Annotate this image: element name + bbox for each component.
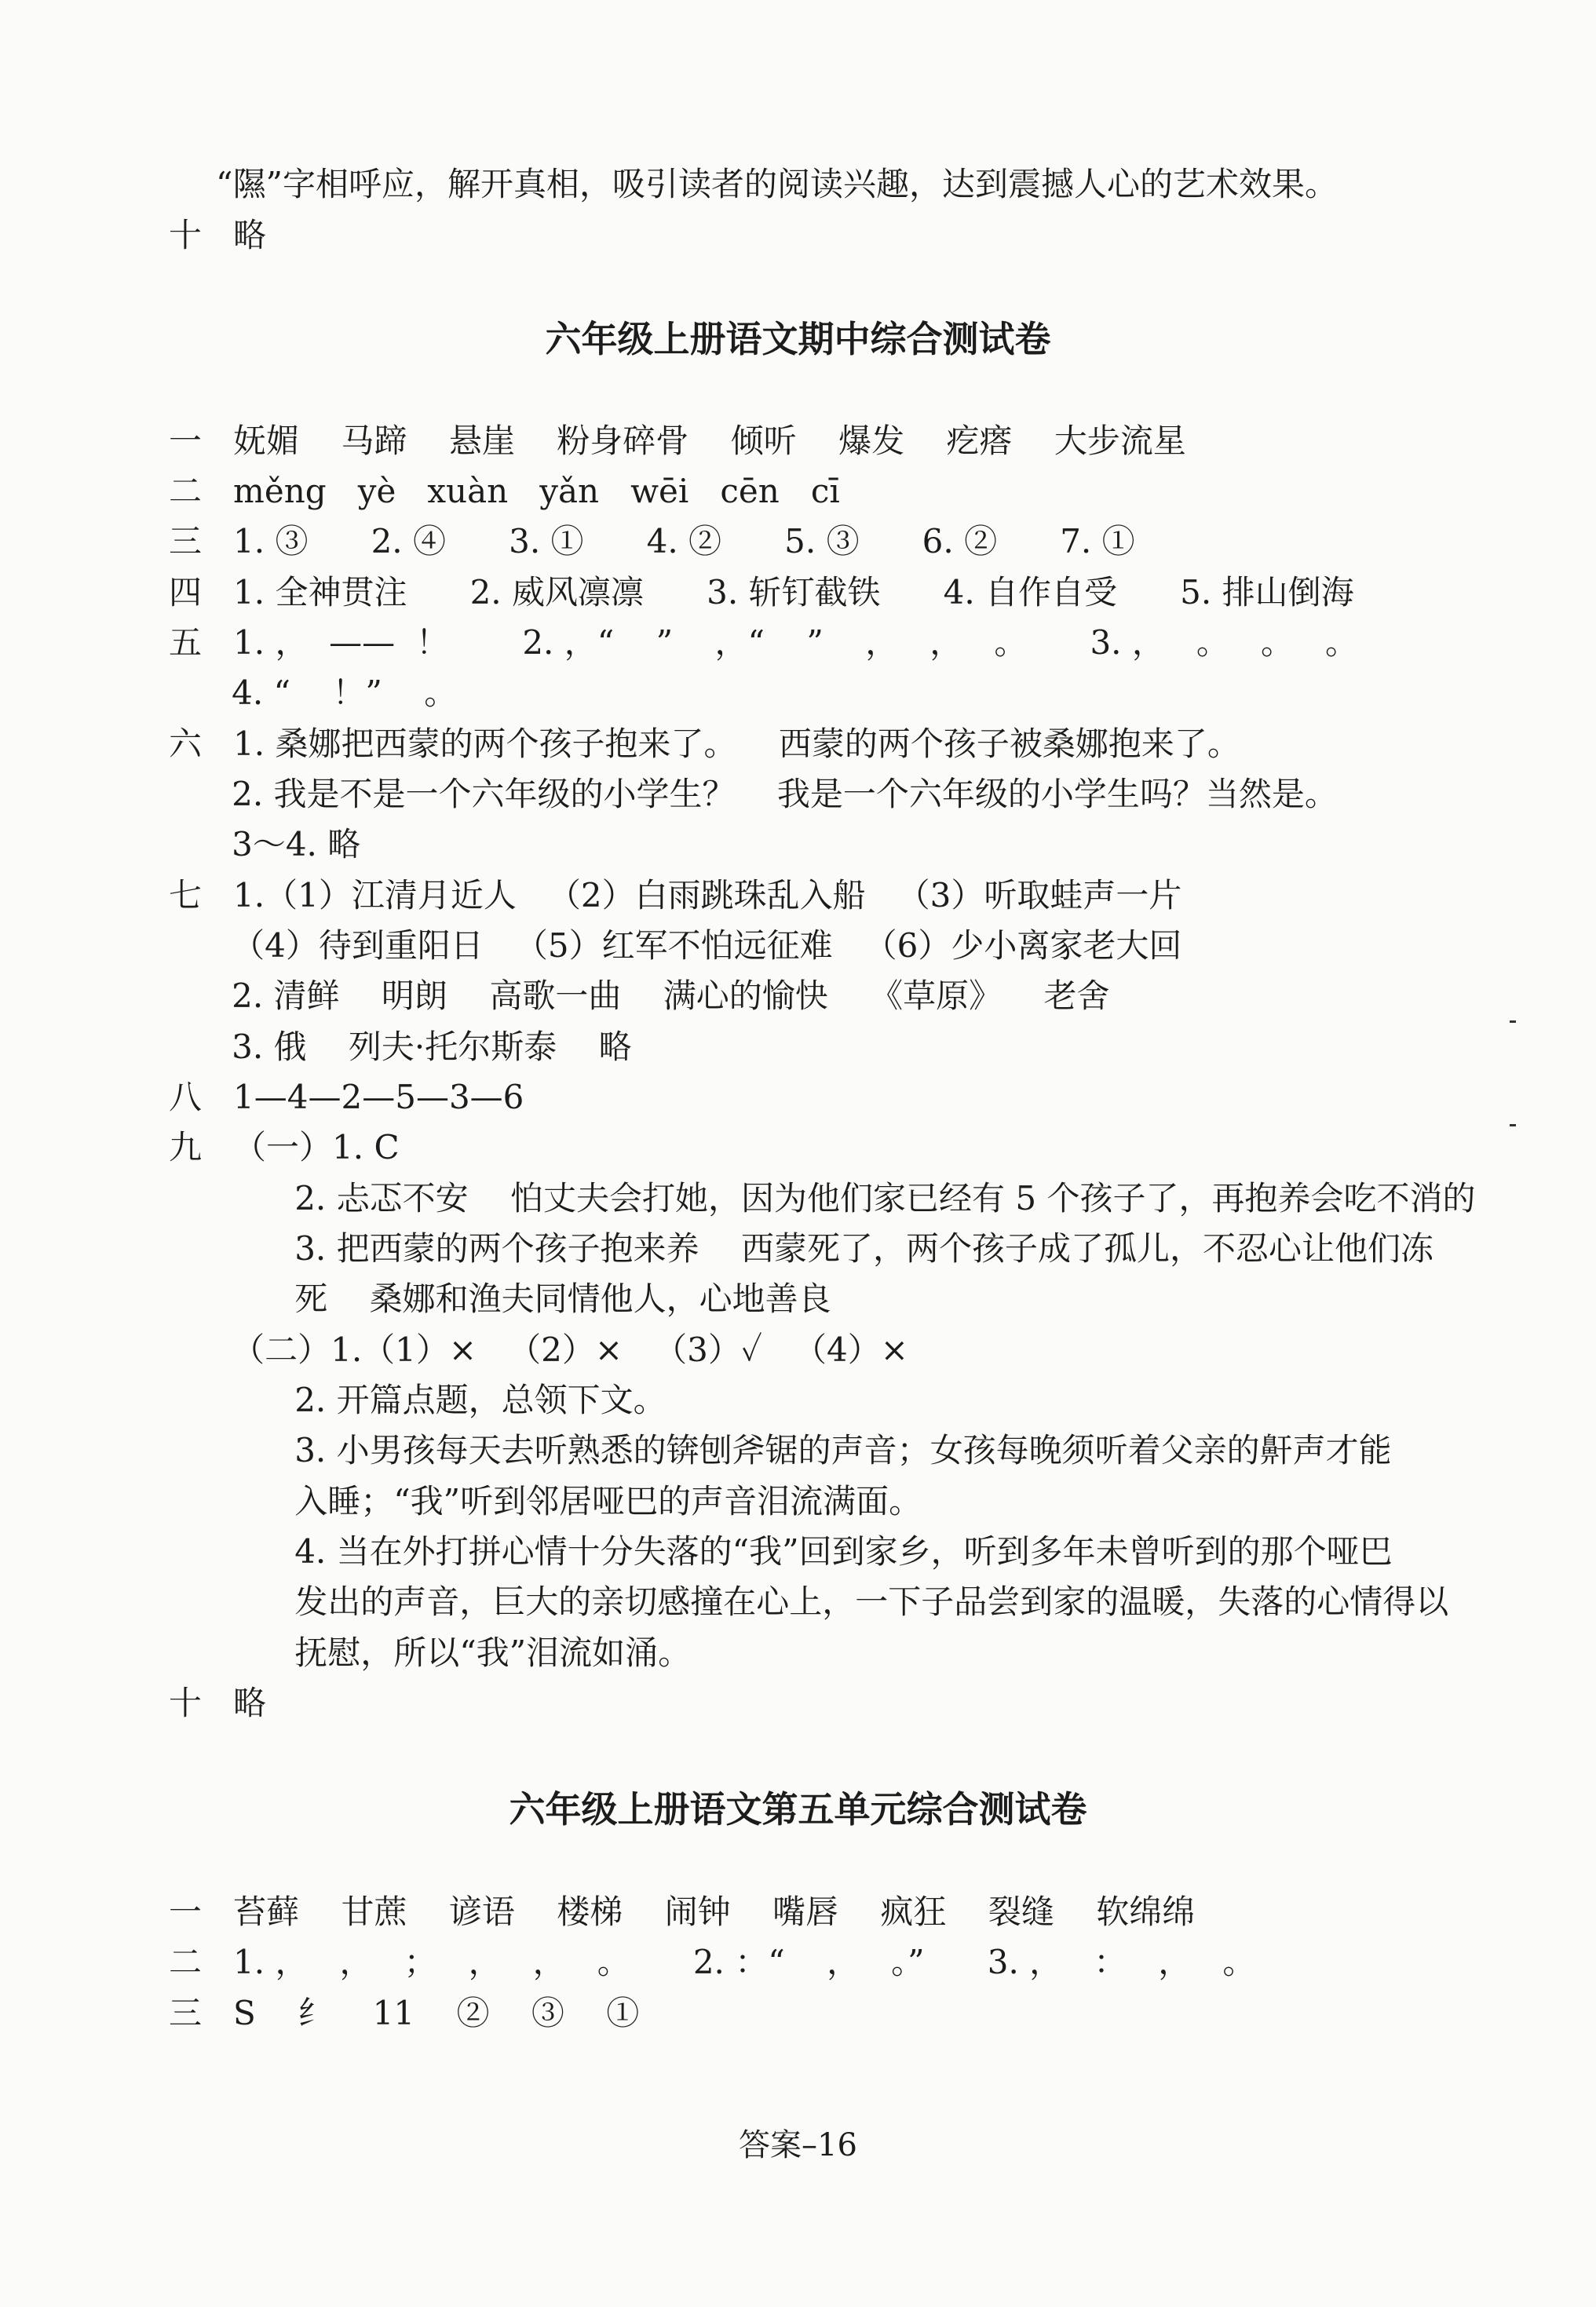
answer-line: 4. 当在外打拼心情十分失落的“我”回到家乡，听到多年未曾听到的那个哑巴 [169, 1532, 1393, 1571]
answer-line: 2. 忐忑不安 怕丈夫会打她，因为他们家已经有 5 个孩子了，再抱养会吃不消的 [169, 1179, 1476, 1217]
answer-line: 抚慰，所以“我”泪流如涌。 [169, 1634, 692, 1672]
answer-line: 4. “ ！” 。 [169, 673, 458, 712]
answer-line: 九 （一）1. C [169, 1128, 400, 1166]
answer-line: 一 苔藓 甘蔗 谚语 楼梯 闹钟 嘴唇 疯狂 裂缝 软绵绵 [169, 1893, 1196, 1931]
answer-line: 一 妩媚 马蹄 悬崖 粉身碎骨 倾听 爆发 疙瘩 大步流星 [169, 422, 1186, 460]
answer-line: 3. 把西蒙的两个孩子抱来养 西蒙死了，两个孩子成了孤儿，不忍心让他们冻 [169, 1229, 1434, 1268]
answer-line: （二）1.（1）× （2）× （3）✓ （4）× [169, 1331, 908, 1369]
scan-speck [1510, 1020, 1516, 1023]
answer-line: 3～4. 略 [169, 825, 361, 863]
scan-speck [1510, 1124, 1516, 1126]
answer-line: 四 1. 全神贯注 2. 威风凛凛 3. 斩钉截铁 4. 自作自受 5. 排山倒海 [169, 573, 1354, 611]
answer-line: 六 1. 桑娜把西蒙的两个孩子抱来了。 西蒙的两个孩子被桑娜抱来了。 [169, 725, 1240, 763]
text-line: 十 略 [169, 216, 267, 254]
answer-line: 3. 小男孩每天去听熟悉的锛刨斧锯的声音；女孩每晚须听着父亲的鼾声才能 [169, 1431, 1392, 1469]
section-title-midterm: 六年级上册语文期中综合测试卷 [545, 318, 1051, 360]
answer-line: 三 S 纟 11 ② ③ ① [169, 1994, 640, 2032]
answer-line: 发出的声音，巨大的亲切感撞在心上，一下子品尝到家的温暖，失落的心情得以 [169, 1582, 1449, 1621]
answer-line: 死 桑娜和渔夫同情他人，心地善良 [169, 1279, 831, 1318]
answer-line: 二 1. ， ， ； ， ， 。 2. ：“ ， 。” 3. ， ： ， 。 [169, 1943, 1256, 1981]
answer-line: 2. 我是不是一个六年级的小学生？ 我是一个六年级的小学生吗？当然是。 [169, 775, 1338, 813]
answer-line: 二 měng yè xuàn yǎn wēi cēn cī [169, 472, 840, 510]
answer-line: 十 略 [169, 1684, 267, 1722]
page-number: 答案–16 [739, 2127, 857, 2163]
answer-line: 三 1. ③ 2. ④ 3. ① 4. ② 5. ③ 6. ② 7. ① [169, 522, 1135, 560]
answer-line: 2. 开篇点题，总领下文。 [169, 1381, 667, 1419]
text-line: “隰”字相呼应，解开真相，吸引读者的阅读兴趣，达到震撼人心的艺术效果。 [216, 165, 1338, 203]
answer-line: 3. 俄 列夫·托尔斯泰 略 [169, 1028, 632, 1066]
answer-line: 入睡；“我”听到邻居哑巴的声音泪流满面。 [169, 1482, 922, 1520]
answer-line: 八 1—4—2—5—3—6 [169, 1078, 524, 1116]
answer-line: （4）待到重阳日 （5）红军不怕远征难 （6）少小离家老大回 [169, 926, 1182, 965]
answer-line: 七 1.（1）江清月近人 （2）白雨跳珠乱入船 （3）听取蛙声一片 [169, 876, 1182, 914]
answer-line: 五 1. ， —— ！ 2. ，“ ” ，“ ” ， ， 。 3. ， 。 。 。 [169, 623, 1359, 662]
section-title-unit5: 六年级上册语文第五单元综合测试卷 [509, 1788, 1087, 1831]
answer-line: 2. 清鲜 明朗 高歌一曲 满心的愉快 《草原》 老舍 [169, 976, 1110, 1015]
